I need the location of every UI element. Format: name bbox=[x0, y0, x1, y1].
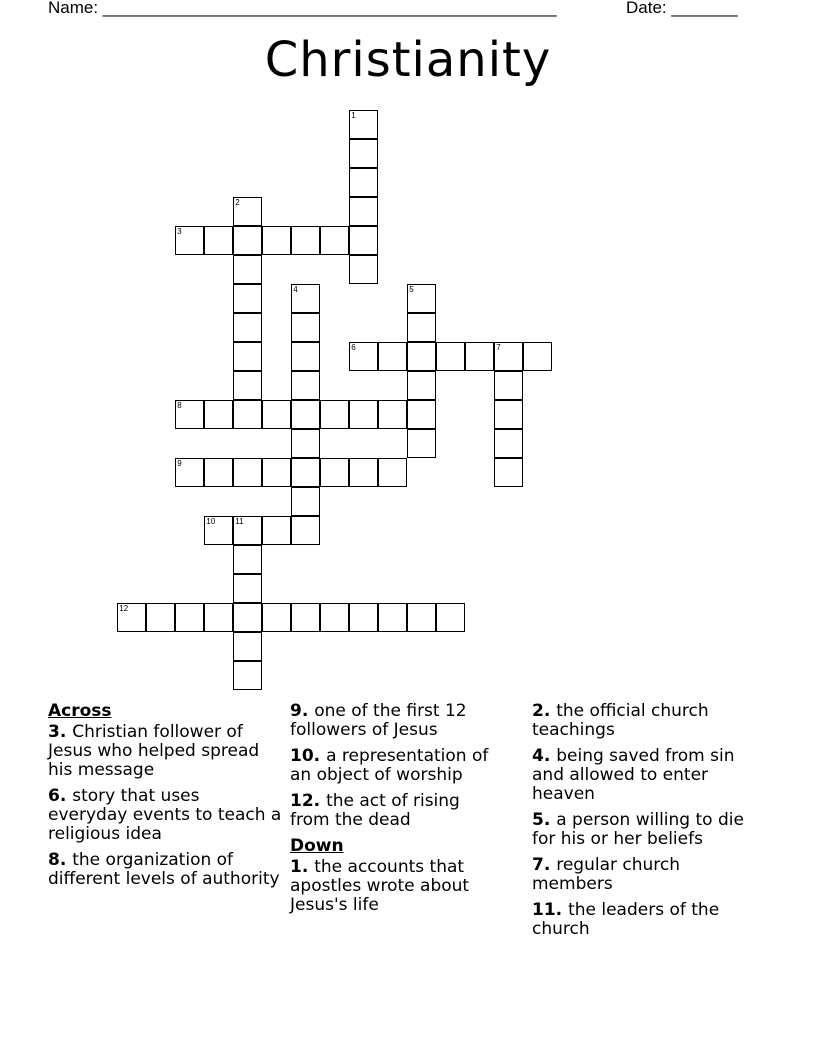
clue-number: 7 bbox=[496, 343, 501, 353]
grid-cell[interactable] bbox=[204, 400, 233, 429]
down-clue-4: 4. being saved from sin and allowed to enter heaven bbox=[532, 746, 735, 804]
grid-cell[interactable] bbox=[291, 516, 320, 545]
clue-number: 9 bbox=[177, 459, 182, 469]
grid-cell[interactable] bbox=[349, 110, 378, 139]
grid-cell[interactable] bbox=[349, 139, 378, 168]
grid-cell[interactable] bbox=[320, 226, 349, 255]
grid-cell[interactable] bbox=[407, 429, 436, 458]
grid-cell[interactable] bbox=[436, 342, 465, 371]
grid-cell[interactable] bbox=[378, 603, 407, 632]
down-clue-7: 7. regular church members bbox=[532, 855, 681, 894]
grid-cell[interactable] bbox=[175, 400, 204, 429]
grid-cell[interactable] bbox=[407, 342, 436, 371]
grid-cell[interactable] bbox=[204, 458, 233, 487]
grid-cell[interactable] bbox=[233, 603, 262, 632]
clue-number: 6 bbox=[351, 343, 356, 353]
grid-cell[interactable] bbox=[117, 603, 146, 632]
grid-cell[interactable] bbox=[233, 574, 262, 603]
grid-cell[interactable] bbox=[146, 603, 175, 632]
grid-cell[interactable] bbox=[378, 400, 407, 429]
clue-column-3 bbox=[532, 702, 762, 946]
grid-cell[interactable] bbox=[262, 458, 291, 487]
clue-number: 1 bbox=[351, 111, 356, 121]
grid-cell[interactable] bbox=[233, 632, 262, 661]
grid-cell[interactable] bbox=[204, 603, 233, 632]
grid-cell[interactable] bbox=[320, 458, 349, 487]
grid-cell[interactable] bbox=[291, 429, 320, 458]
grid-cell[interactable] bbox=[233, 284, 262, 313]
clue-number: 10 bbox=[206, 517, 216, 527]
clue-number: 12 bbox=[119, 604, 129, 614]
grid-cell[interactable] bbox=[291, 313, 320, 342]
grid-cell[interactable] bbox=[349, 342, 378, 371]
across-clue-3: 3. Christian follower of Jesus who helped spread his message bbox=[48, 722, 260, 780]
grid-cell[interactable] bbox=[204, 226, 233, 255]
puzzle-title: Christianity bbox=[264, 32, 552, 88]
grid-cell[interactable] bbox=[407, 284, 436, 313]
clue-number: 4 bbox=[293, 285, 298, 295]
grid-cell[interactable] bbox=[407, 313, 436, 342]
clue-number: 3 bbox=[177, 227, 182, 237]
grid-cell[interactable] bbox=[494, 400, 523, 429]
grid-cell[interactable] bbox=[233, 313, 262, 342]
down-clue-5: 5. a person willing to die for his or her beliefs bbox=[532, 810, 744, 849]
grid-cell[interactable] bbox=[233, 226, 262, 255]
grid-cell[interactable] bbox=[465, 342, 494, 371]
date-field-label: Date: _______ bbox=[626, 0, 738, 17]
across-clue-12: 12. the act of rising from the dead bbox=[290, 791, 460, 830]
clue-number: 11 bbox=[235, 517, 244, 527]
grid-cell[interactable] bbox=[233, 661, 262, 690]
grid-cell[interactable] bbox=[407, 400, 436, 429]
grid-cell[interactable] bbox=[291, 400, 320, 429]
grid-cell[interactable] bbox=[349, 226, 378, 255]
clue-number: 2 bbox=[235, 198, 240, 208]
across-clue-10: 10. a representation of an object of worship bbox=[290, 746, 489, 785]
across-clue-8: 8. the organization of different levels of authority bbox=[48, 850, 280, 889]
grid-cell[interactable] bbox=[233, 400, 262, 429]
grid-cell[interactable] bbox=[349, 400, 378, 429]
grid-cell[interactable] bbox=[436, 603, 465, 632]
grid-cell[interactable] bbox=[349, 168, 378, 197]
grid-cell[interactable] bbox=[262, 603, 291, 632]
grid-cell[interactable] bbox=[233, 342, 262, 371]
grid-cell[interactable] bbox=[407, 603, 436, 632]
grid-cell[interactable] bbox=[175, 603, 204, 632]
down-clue-2: 2. the official church teachings bbox=[532, 701, 709, 740]
across-heading: Across bbox=[48, 701, 112, 721]
grid-cell[interactable] bbox=[349, 255, 378, 284]
across-clue-6: 6. story that uses everyday events to teach a religious idea bbox=[48, 786, 282, 844]
grid-cell[interactable] bbox=[494, 458, 523, 487]
grid-cell[interactable] bbox=[349, 603, 378, 632]
grid-cell[interactable] bbox=[291, 342, 320, 371]
grid-cell[interactable] bbox=[291, 603, 320, 632]
grid-cell[interactable] bbox=[494, 371, 523, 400]
grid-cell[interactable] bbox=[523, 342, 552, 371]
grid-cell[interactable] bbox=[349, 197, 378, 226]
grid-cell[interactable] bbox=[204, 516, 233, 545]
grid-cell[interactable] bbox=[233, 371, 262, 400]
grid-cell[interactable] bbox=[262, 400, 291, 429]
grid-cell[interactable] bbox=[291, 371, 320, 400]
grid-cell[interactable] bbox=[175, 226, 204, 255]
grid-cell[interactable] bbox=[175, 458, 204, 487]
clue-column-1 bbox=[48, 702, 283, 896]
grid-cell[interactable] bbox=[320, 603, 349, 632]
grid-cell[interactable] bbox=[262, 226, 291, 255]
grid-cell[interactable] bbox=[378, 342, 407, 371]
grid-cell[interactable] bbox=[291, 487, 320, 516]
grid-cell[interactable] bbox=[494, 342, 523, 371]
grid-cell[interactable] bbox=[233, 255, 262, 284]
grid-cell[interactable] bbox=[407, 371, 436, 400]
grid-cell[interactable] bbox=[291, 458, 320, 487]
grid-cell[interactable] bbox=[320, 400, 349, 429]
down-clue-11: 11. the leaders of the church bbox=[532, 900, 720, 939]
grid-cell[interactable] bbox=[233, 197, 262, 226]
grid-cell[interactable] bbox=[233, 458, 262, 487]
grid-cell[interactable] bbox=[378, 458, 407, 487]
grid-cell[interactable] bbox=[291, 284, 320, 313]
grid-cell[interactable] bbox=[233, 545, 262, 574]
down-clue-1: 1. the accounts that apostles wrote about Jesus's life bbox=[290, 857, 470, 915]
clue-column-2 bbox=[290, 702, 490, 922]
across-clue-9: 9. one of the first 12 followers of Jesus bbox=[290, 701, 467, 740]
grid-cell[interactable] bbox=[233, 516, 262, 545]
down-heading: Down bbox=[290, 836, 344, 856]
clue-number: 8 bbox=[177, 401, 182, 411]
grid-cell[interactable] bbox=[349, 458, 378, 487]
clue-number: 5 bbox=[409, 285, 414, 295]
grid-cell[interactable] bbox=[262, 516, 291, 545]
name-field-label: Name: ________________________________________________ bbox=[48, 0, 557, 17]
grid-cell[interactable] bbox=[291, 226, 320, 255]
grid-cell[interactable] bbox=[494, 429, 523, 458]
